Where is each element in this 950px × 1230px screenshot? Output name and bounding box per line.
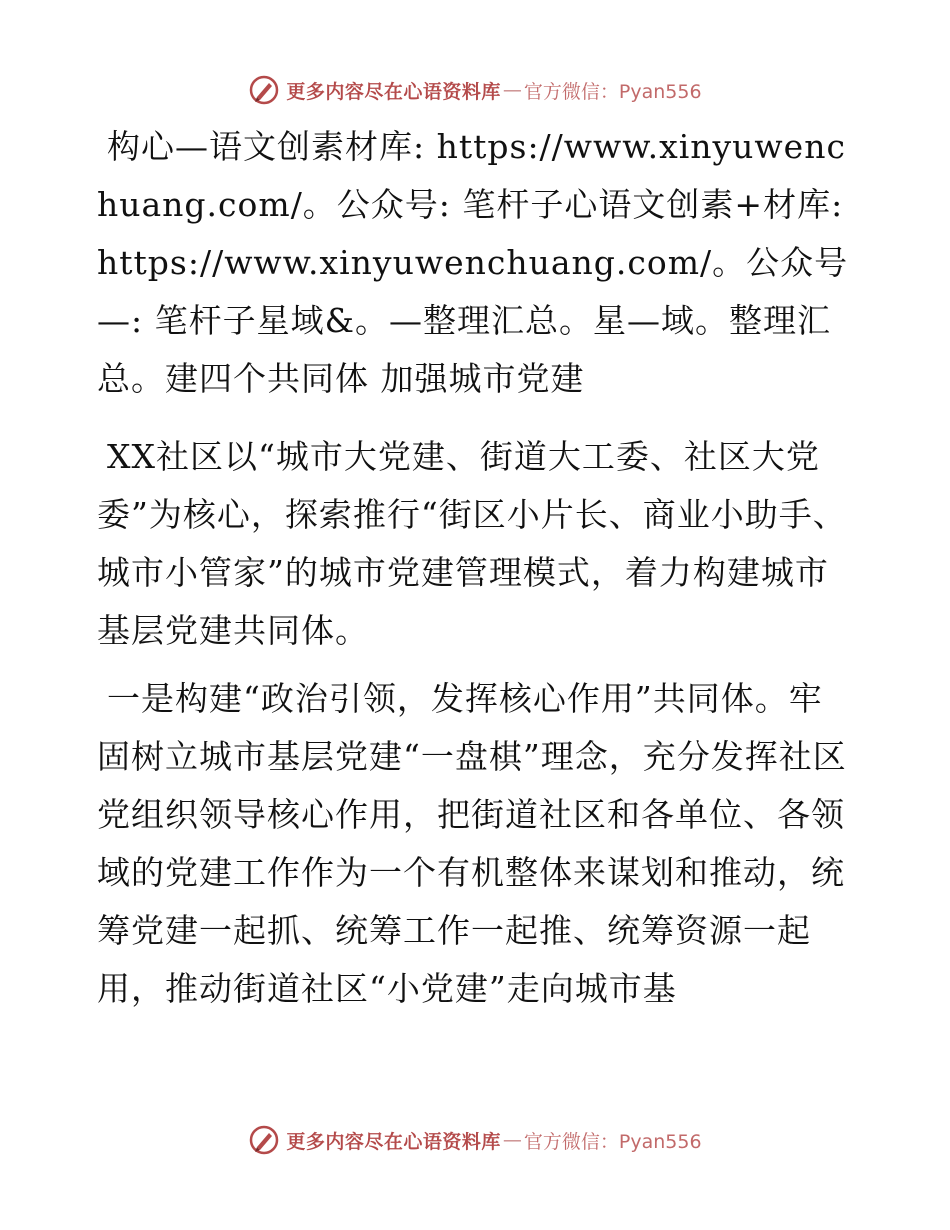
banner-separator: — [502,79,522,101]
document-body [97,118,855,1028]
banner-account: 官方微信：Pyan556 [523,80,702,103]
banner-separator: — [502,1129,522,1151]
paragraph-header: 构心—语文创素材库: https://www.xinyuwenchuang.com/。公众号: 笔杆子心语文创素+材库: https://www.xinyuwenchuang.com/。公众号—: 笔杆子星域&。—整理汇总。星—域。整理汇总。建四个共同体 加强城市党建 [97,127,849,398]
banner-text: 更多内容尽在心语资料库 [286,1130,501,1153]
footer-banner [0,1120,950,1160]
paragraph-intro: XX社区以“城市大党建、街道大工委、社区大党委”为核心，探索推行“街区小片长、商业小助手、城市小管家”的城市党建管理模式，着力构建城市基层党建共同体。 [97,437,847,650]
banner-account: 官方微信：Pyan556 [523,1130,702,1153]
paragraph-point-one: 一是构建“政治引领，发挥核心作用”共同体。牢固树立城市基层党建“一盘棋”理念，充分发挥社区党组织领导核心作用，把街道社区和各单位、各领域的党建工作作为一个有机整体来谋划和推动，统筹党建一起抓、统筹工作一起推、统筹资源一起用，推动街道社区“小党建”走向城市基 [97,679,847,1008]
pen-logo-icon [248,1124,280,1156]
header-banner [0,70,950,110]
banner-text: 更多内容尽在心语资料库 [286,80,501,103]
pen-logo-icon [248,74,280,106]
